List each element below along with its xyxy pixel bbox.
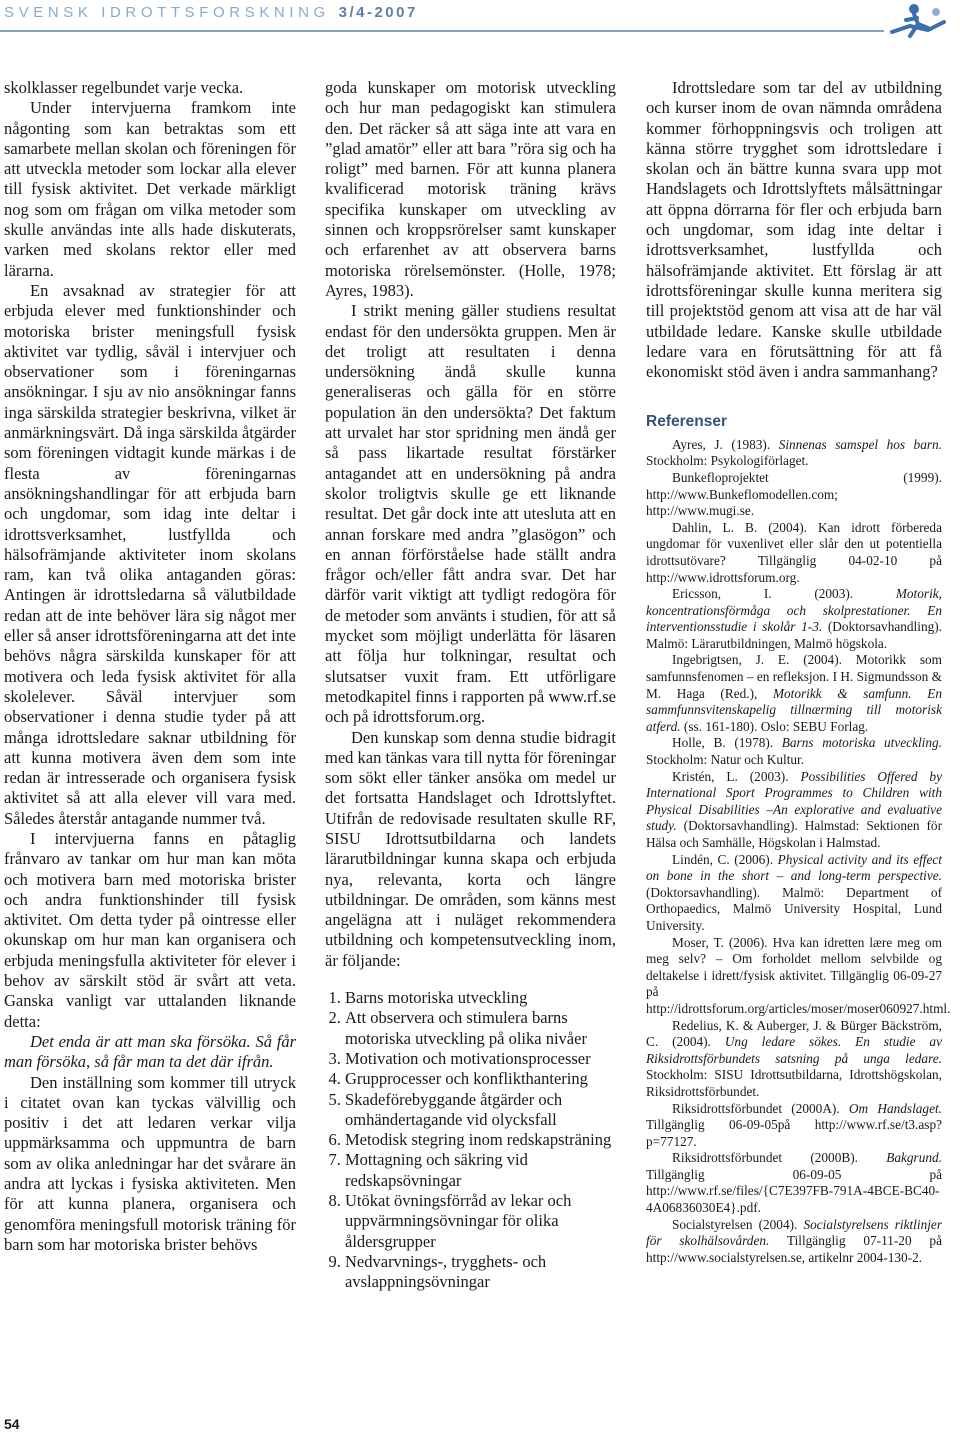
list-item: 3. Motivation och motivationsprocesser	[345, 1049, 616, 1069]
reference-item: Ingebrigtsen, J. E. (2004). Motorikk som samfunnsfenomen – en refleksjon. I H. Sigmundsson & M. Haga (Red.), Motorikk & samfunn. En sammfunnsvitenskapelig tillnærming till motorisk atferd. (ss. 161-180). Oslo: SEBU Forlag.	[646, 652, 942, 734]
journal-logo-icon	[884, 0, 950, 46]
references-heading: Referenser	[646, 413, 727, 431]
paragraph: Under intervjuerna framkom inte någonting som kan betraktas som ett samarbete mellan skolan och föreningen för att utveckla metoder som lockar alla elever till fysisk aktivitet. Det verkade märkligt nog som om frågan om vilka metoder som skulle användas inte alls hade diskuterats, varken med skolans rektor eller med lärarna.	[4, 98, 296, 280]
column-1	[4, 78, 296, 1255]
reference-item: Dahlin, L. B. (2004). Kan idrott förbereda ungdomar för vuxenlivet eller slår den ut potentiella idrottsutövare? Tillgänglig 04-02-10 på http://www.idrottsforum.org.	[646, 519, 942, 585]
reference-item: Ericsson, I. (2003). Motorik, koncentrationsförmåga och skolprestationer. En interventionsstudie i skolår 1-3. (Doktorsavhandling). Malmö: Lärarutbildningen, Malmö högskola.	[646, 586, 942, 651]
column-2	[325, 78, 616, 1293]
running-header	[0, 0, 960, 34]
paragraph: Den kunskap som denna studie bidragit med kan tänkas vara till nytta för föreningar som sökt eller tänker ansöka om medel ur det fortsatta Handslaget och Idrottslyftet. Utifrån de redovisade resultaten skulle RF, SISU Idrottsutbildarna och landets lärarutbildningar kunna skapa och erbjuda nya, relevanta, korta och längre utbildningar. De områden, som känns mest angelägna att i nuläget rekommendera utbildning och kompetensutveckling inom, är följande:	[325, 727, 616, 970]
paragraph: En avsaknad av strategier för att erbjuda elever med funktionshinder och motoriska brister meningsfull fysisk aktivitet var tydlig, såväl i intervjuer och observationer som i föreningarnas ansökningar. I sju av nio ansökningar fanns inga särskilda strategier beskrivna, vilket är anmärkningsvärt. Då inga särskilda åtgärder som föreningen vidtagit kunde märkas i de flesta av föreningarnas ansökningshandlingar för att erbjuda barn och ungdomar, som idag inte deltar i idrottsverksamhet, lustfyllda och hälsofrämjande aktiviteter inom skolans ram, kan två olika antaganden göras: Antingen är idrottsledarna så välutbildade redan att de inte behöver lära sig något mer eller så anser idrottsföreningarna att det inte behövs några särskilda kunskaper för att motivera och leda fysisk aktivitet för alla skolelever. Såväl intervjuer som observationer i denna studie tyder på att många idrottsledare saknar utbildning för att kunna motivera även dem som inte redan är intresserade och organisera fysisk aktivitet så att alla elever vill vara med. Således återstår antagande nummer två.	[4, 280, 296, 828]
references-list	[646, 436, 951, 1267]
reference-item: Kristén, L. (2003). Possibilities Offered by International Sport Programmes to Children with Physical Disabilities –An explorative and evaluative study. (Doktorsavhandling). Halmstad: Sektionen för Hälsa och Samhälle, Högskolan i Halmstad.	[646, 768, 942, 850]
journal-title	[4, 4, 418, 21]
reference-item: Bunkefloprojektet (1999). http://www.Bunkeflomodellen.com; http://www.mugi.se.	[646, 469, 942, 519]
list-item: 9. Nedvarvnings-, trygghets- och avslappningsövningar	[345, 1252, 616, 1293]
list-item: 5. Skadeförebyggande åtgärder och omhändertagande vid olycksfall	[345, 1090, 616, 1131]
list-item: 2. Att observera och stimulera barns motoriska utveckling på olika nivåer	[345, 1008, 616, 1049]
paragraph: goda kunskaper om motorisk utveckling och hur man pedagogiskt kan stimulera den. Det räcker så att säga inte att vara en ”glad amatör” eller att bara ”röra sig och ha roligt” med barnen. För att kunna planera kvalificerad motorisk träning krävs specifika kunskaper om utveckling av sinnen och kroppsrörelser samt kunskaper och erfarenhet av att observera barns motoriska rörelsemönster. (Holle, 1978; Ayres, 1983).	[325, 78, 616, 300]
list-item: 8. Utökat övningsförråd av lekar och uppvärmningsövningar för olika åldersgrupper	[345, 1191, 616, 1252]
reference-item: Moser, T. (2006). Hva kan idretten lære meg om meg selv? – Om forholdet mellom selvbilde og deltakelse i idrett/fysisk aktivitet. Tillgänglig 06-09-27 på http://idrottsforum.org/articles/moser/moser060927.html.	[646, 934, 951, 1016]
paragraph: skolklasser regelbundet varje vecka.	[4, 78, 244, 97]
column-3	[646, 78, 951, 1266]
reference-item: Lindén, C. (2006). Physical activity and its effect on bone in the short – and long-term perspective. (Doktorsavhandling). Malmö: Department of Orthopaedics, Malmö University Hospital, Lund University.	[646, 851, 942, 933]
journal-name: SVENSK IDROTTSFORSKNING	[4, 4, 330, 21]
recommended-areas-list	[325, 988, 616, 1292]
interview-quote: Det enda är att man ska försöka. Så får man försöka, så får man ta det där ifrån.	[4, 1031, 296, 1072]
list-item: 4. Grupprocesser och konflikthantering	[345, 1069, 616, 1089]
list-item: 7. Mottagning och säkring vid redskapsövningar	[345, 1150, 616, 1191]
reference-item: Redelius, K. & Auberger, J. & Bürger Bäckström, C. (2004). Ung ledare sökes. En studie av Riksidrottsförbundets satsning på unga ledare. Stockholm: SISU Idrottsutbildarna, Idrottshögskolan, Riksidrottsförbundet.	[646, 1017, 942, 1099]
issue-number: 3/4-2007	[338, 4, 418, 21]
list-item: 1. Barns motoriska utveckling	[345, 988, 616, 1008]
header-rule	[0, 30, 885, 32]
reference-item: Socialstyrelsen (2004). Socialstyrelsens riktlinjer för skolhälsovården. Tillgänglig 07-11-20 på http://www.socialstyrelsen.se, artikelnr 2004-130-2.	[646, 1216, 942, 1265]
reference-item: Riksidrottsförbundet (2000A). Om Handslaget. Tillgänglig 06-09-05på http://www.rf.se/t3.asp?p=77127.	[646, 1100, 942, 1149]
paragraph: Idrottsledare som tar del av utbildning och kurser inom de ovan nämnda områdena kommer förhoppningsvis och troligen att känna större trygghet som idrottsledare i skolan och än bättre kunna svara upp mot Handslagets och Idrottslyftets målsättningar att öppna dörrarna för fler och erbjuda barn och ungdomar, som idag inte deltar i idrottsverksamhet, lustfyllda och hälsofrämjande aktivitet. Ett förslag är att idrottsföreningar skulle kunna meritera sig till projektstöd genom att visa att de har väl utbildade ledare. Kanske skulle utbildade ledare vara en förutsättning för att få ekonomiskt stöd även i andra sammanhang?	[646, 78, 942, 382]
paragraph: Den inställning som kommer till utryck i citatet ovan kan tyckas välvillig och positiv i det att ledaren verkar vilja uppmärksamma och uppmuntra de barn som av olika anledningar har det svårare än andra att lyckas i fysiska aktiviteten. Men för att kunna planera, organisera och genomföra meningsfull motorisk träning för barn som har motoriska brister behövs	[4, 1072, 296, 1254]
paragraph: I intervjuerna fanns en påtaglig frånvaro av tankar om hur man kan möta och motivera barn med motoriska brister och andra funktionshinder till fysisk aktivitet. Om detta tyder på ointresse eller okunskap om hur man kan organisera och erbjuda meningsfulla aktiviteter för elever i behov av särskilt stöd är svårt att veta. Ganska vanligt var uttalanden liknande detta:	[4, 828, 296, 1031]
list-item: 6. Metodisk stegring inom redskapsträning	[345, 1130, 616, 1150]
reference-item: Riksidrottsförbundet (2000B). Bakgrund. Tillgänglig 06-09-05 på http://www.rf.se/files/{C7E397FB-791A-4BCE-BC40-4A06836030E4}.pdf.	[646, 1150, 942, 1216]
reference-item: Holle, B. (1978). Barns motoriska utveckling. Stockholm: Natur och Kultur.	[646, 735, 942, 768]
paragraph: I strikt mening gäller studiens resultat endast för den undersökta gruppen. Men är det troligt att resultaten i denna undersökning ändå skulle kunna generaliseras och gälla för en större population än den undersökta? Det faktum att urvalet har stor spridning men ändå ger så pass likartade resultat förstärker antagandet att en undersökning på andra skolor troligtvis skulle ge ett liknande resultat. Det går dock inte att utesluta att en annan forskare med andra ”glasögon” och en annan förförståelse hade ställt andra frågor och/eller fått andra svar. Det har därför varit viktigt att tydligt redogöra för de metoder som använts i studien, för att så mycket som möjligt underlätta för läsaren att följa hur tolkningar, resultat och slutsatser vuxit fram. Ett utförligare metodkapitel finns i rapporten på www.rf.se och på idrottsforum.org.	[325, 301, 616, 727]
reference-item: Ayres, J. (1983). Sinnenas samspel hos barn. Stockholm: Psykologiförlaget.	[646, 436, 943, 469]
page-number: 54	[4, 1416, 20, 1432]
